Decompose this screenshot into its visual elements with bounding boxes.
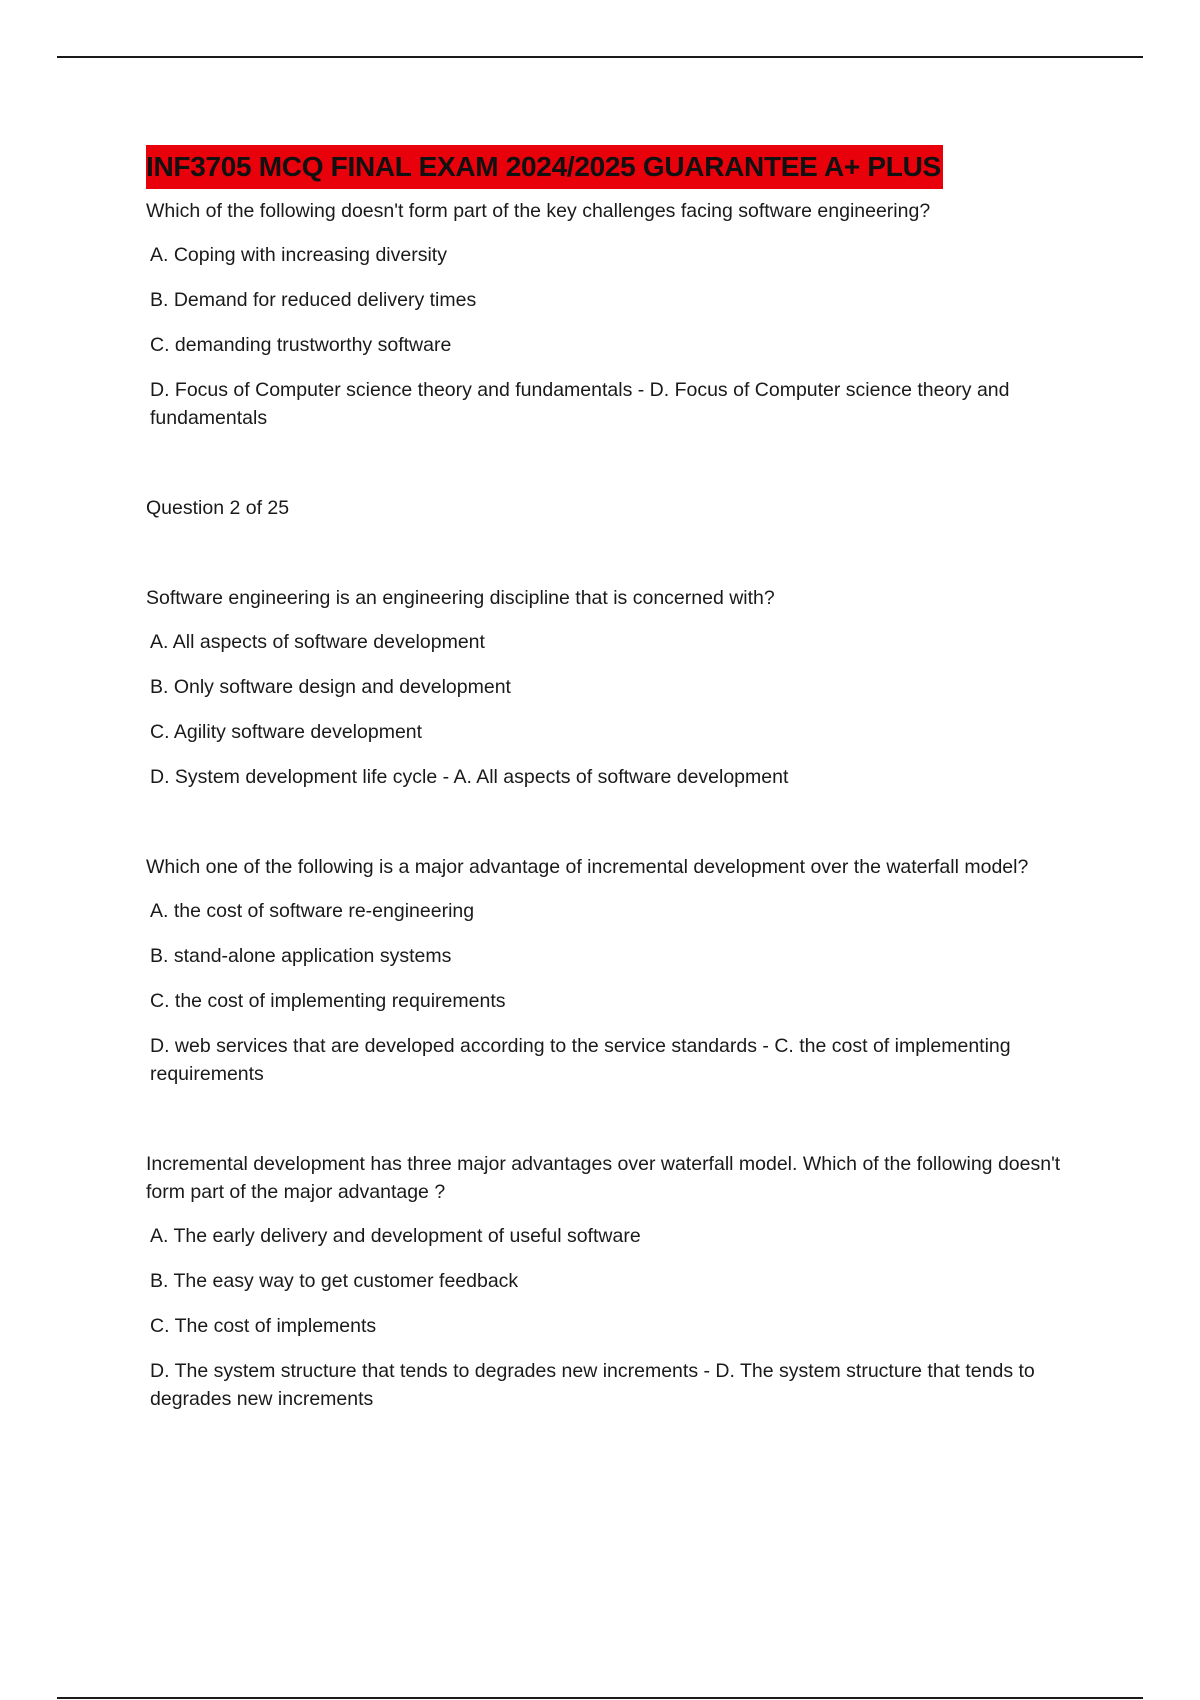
option-a: A. The early delivery and development of useful software xyxy=(150,1225,641,1247)
option-b: B. Demand for reduced delivery times xyxy=(150,289,477,311)
option-a: A. the cost of software re-engineering xyxy=(150,900,475,922)
option-b: B. stand-alone application systems xyxy=(150,945,452,967)
option-d: D. Focus of Computer science theory and fundamentals - D. Focus of Computer science theory and fundamentals xyxy=(150,379,1010,429)
question-block-4 xyxy=(146,1150,1076,1413)
document-body xyxy=(146,145,1076,1413)
question-text: Which of the following doesn't form part of the key challenges facing software engineering? xyxy=(146,200,931,222)
option-b: B. Only software design and development xyxy=(150,676,511,698)
question-text: Software engineering is an engineering discipline that is concerned with? xyxy=(146,587,775,609)
question-text: Which one of the following is a major advantage of incremental development over the waterfall model? xyxy=(146,856,1029,878)
bottom-rule xyxy=(57,1697,1143,1699)
option-d: D. System development life cycle - A. All aspects of software development xyxy=(150,766,789,788)
option-c: C. The cost of implements xyxy=(150,1315,377,1337)
option-d: D. The system structure that tends to degrades new increments - D. The system structure that tends to degrades new increments xyxy=(150,1360,1035,1410)
option-c: C. Agility software development xyxy=(150,721,423,743)
option-d: D. web services that are developed according to the service standards - C. the cost of implementing requirements xyxy=(150,1035,1011,1085)
option-c: C. demanding trustworthy software xyxy=(150,334,452,356)
question-block-3 xyxy=(146,853,1076,1088)
top-rule xyxy=(57,56,1143,58)
question-block-2 xyxy=(146,584,1076,791)
option-a: A. All aspects of software development xyxy=(150,631,485,653)
question-block-1 xyxy=(146,197,1076,432)
question-text: Incremental development has three major advantages over waterfall model. Which of the following doesn't form part of the major advantage ? xyxy=(146,1153,1061,1203)
option-a: A. Coping with increasing diversity xyxy=(150,244,447,266)
question-counter: Question 2 of 25 xyxy=(146,497,290,519)
option-c: C. the cost of implementing requirements xyxy=(150,990,506,1012)
option-b: B. The easy way to get customer feedback xyxy=(150,1270,519,1292)
document-title: INF3705 MCQ FINAL EXAM 2024/2025 GUARANTEE A+ PLUS xyxy=(146,145,943,189)
